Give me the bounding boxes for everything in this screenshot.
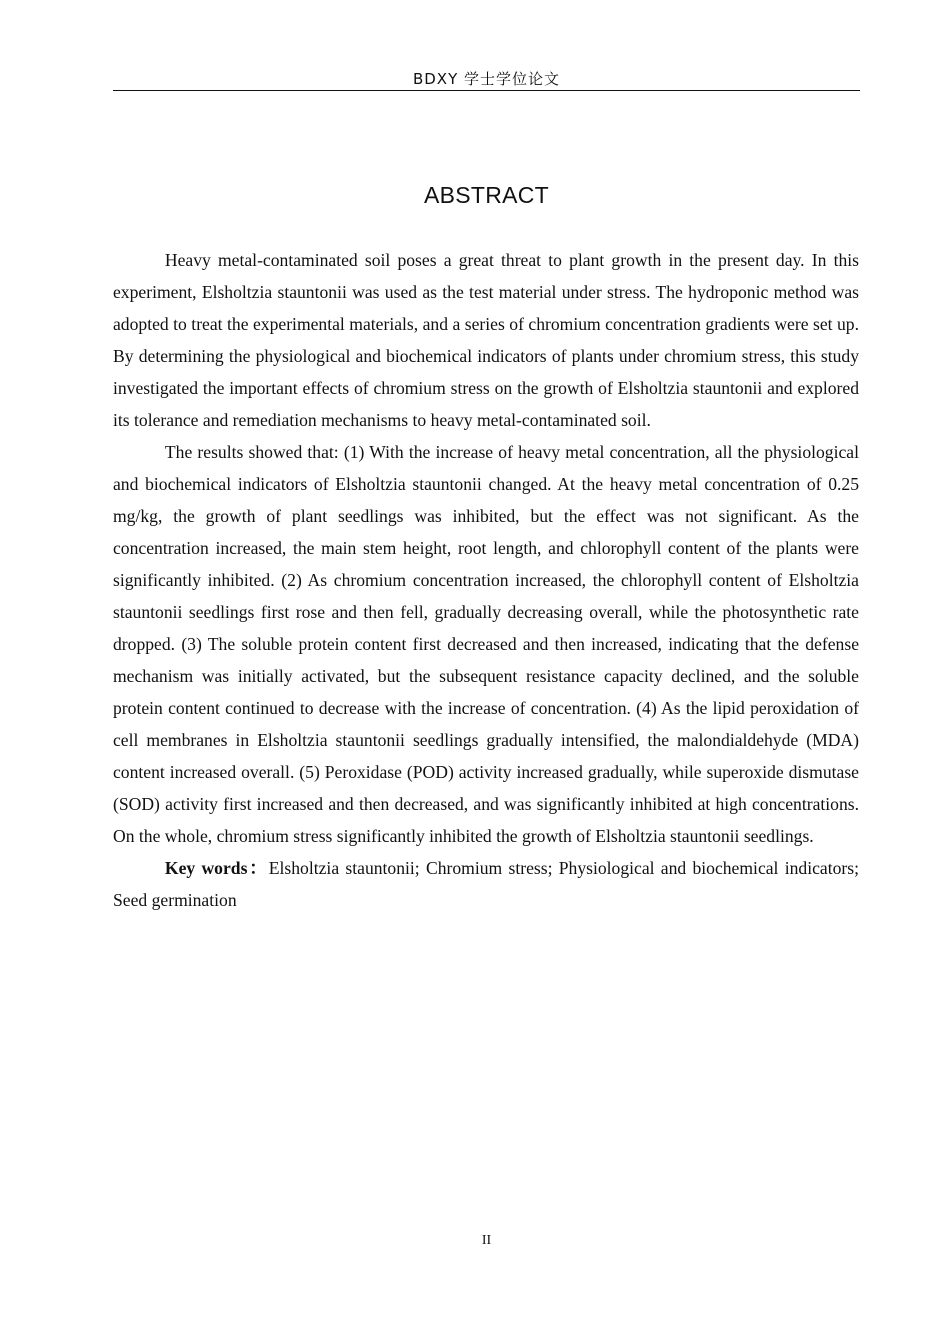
running-header: BDXY 学士学位论文 [412,70,561,88]
abstract-body [113,244,859,916]
page-number: II [481,1233,492,1248]
header-rule [113,90,860,91]
keywords-text: Elsholtzia stauntonii; Chromium stress; Physiological and biochemical indicators; Seed germination [113,858,859,910]
abstract-paragraph-2: The results showed that: (1) With the increase of heavy metal concentration, all the physiological and biochemical indicators of Elsholtzia stauntonii changed. At the heavy metal concentration of 0.25 mg/kg, the growth of plant seedlings was inhibited, but the effect was not significant. As the concentration increased, the main stem height, root length, and chlorophyll content of the plants were significantly inhibited. (2) As chromium concentration increased, the chlorophyll content of Elsholtzia stauntonii seedlings first rose and then fell, gradually decreasing overall, while the photosynthetic rate dropped. (3) The soluble protein content first decreased and then increased, indicating that the defense mechanism was initially activated, but the subsequent resistance capacity declined, and the soluble protein content continued to decrease with the increase of concentration. (4) As the lipid peroxidation of cell membranes in Elsholtzia stauntonii seedlings gradually intensified, the malondialdehyde (MDA) content increased overall. (5) Peroxidase (POD) activity increased gradually, while superoxide dismutase (SOD) activity first increased and then decreased, and was significantly inhibited at high concentrations. On the whole, chromium stress significantly inhibited the growth of Elsholtzia stauntonii seedlings. [113,442,859,846]
abstract-paragraph-1: Heavy metal-contaminated soil poses a great threat to plant growth in the present day. In this experiment, Elsholtzia stauntonii was used as the test material under stress. The hydroponic method was adopted to treat the experimental materials, and a series of chromium concentration gradients were set up. By determining the physiological and biochemical indicators of plants under chromium stress, this study investigated the important effects of chromium stress on the growth of Elsholtzia stauntonii and explored its tolerance and remediation mechanisms to heavy metal-contaminated soil. [113,250,859,430]
abstract-title: ABSTRACT [423,182,550,208]
keywords-line [113,852,859,916]
keywords-label: Key words： [164,858,269,878]
